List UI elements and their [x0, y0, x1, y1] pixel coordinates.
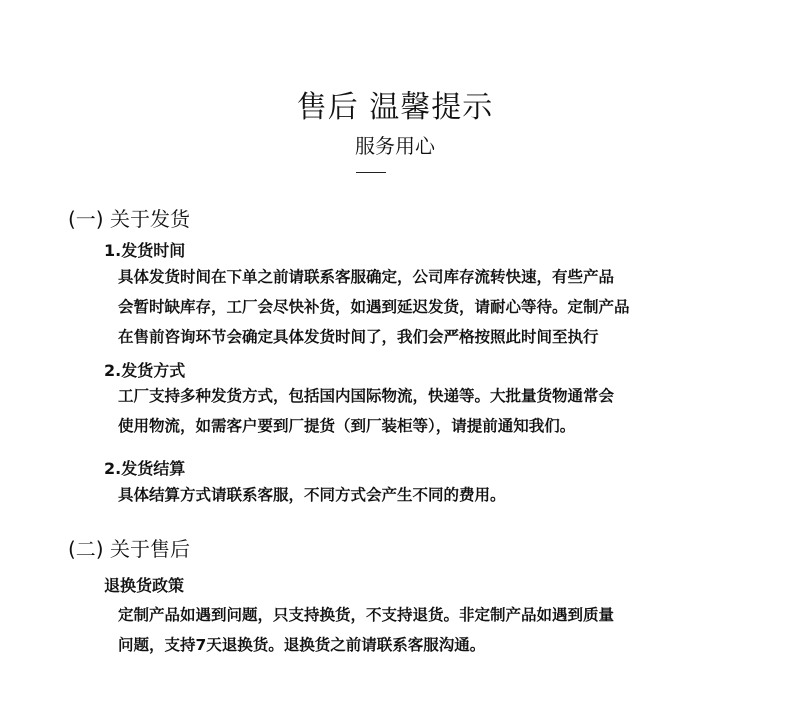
subheading-shipping-settlement: 2.发货结算	[104, 459, 186, 478]
subheading-shipping-time: 1.发货时间	[104, 241, 186, 260]
paragraph-shipping-settlement	[118, 480, 506, 510]
text-line: 使用物流，如需客户要到厂提货（到厂装柜等），请提前通知我们。	[118, 417, 576, 435]
subheading-return-policy: 退换货政策	[104, 576, 185, 595]
text-line: 问题，支持7天退换货。退换货之前请联系客服沟通。	[118, 636, 486, 654]
text-line: 具体结算方式请联系客服，不同方式会产生不同的费用。	[118, 486, 506, 504]
page-subtitle: 服务用心	[355, 134, 435, 158]
paragraph-shipping-method	[118, 381, 614, 441]
section-heading-after-sales: (二) 关于售后	[68, 537, 190, 561]
paragraph-return-policy	[118, 600, 614, 660]
page-title: 售后 温馨提示	[296, 90, 494, 125]
text-line: 定制产品如遇到问题，只支持换货，不支持退货。非定制产品如遇到质量	[118, 606, 615, 624]
text-line: 工厂支持多种发货方式，包括国内国际物流，快递等。大批量货物通常会	[118, 387, 615, 405]
divider	[356, 172, 386, 173]
section-heading-shipping: (一) 关于发货	[68, 207, 190, 231]
subheading-shipping-method: 2.发货方式	[104, 361, 186, 380]
text-line: 具体发货时间在下单之前请联系客服确定，公司库存流转快速，有些产品	[118, 268, 615, 286]
paragraph-shipping-time	[118, 262, 630, 352]
text-line: 会暂时缺库存，工厂会尽快补货，如遇到延迟发货，请耐心等待。定制产品	[118, 298, 630, 316]
text-line: 在售前咨询环节会确定具体发货时间了，我们会严格按照此时间至执行	[118, 328, 599, 346]
